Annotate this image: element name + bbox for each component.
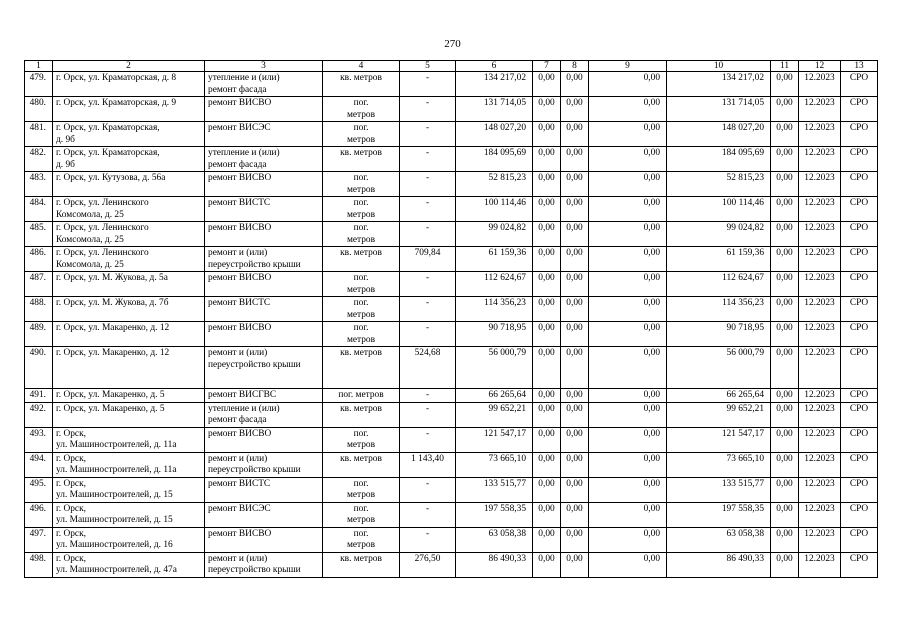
operator-cell: СРО xyxy=(841,147,878,172)
total-cost-cell: 90 718,95 xyxy=(456,322,533,347)
fund-cell: 0,00 xyxy=(561,172,589,197)
fund-cell: 0,00 xyxy=(589,147,667,172)
address-cell: г. Орск, ул. Машиностроителей, д. 47а xyxy=(53,552,205,577)
col-header: 2 xyxy=(53,61,205,72)
total-cost-cell: 73 665,10 xyxy=(456,452,533,477)
deadline-cell: 12.2023 xyxy=(799,427,841,452)
fund-cell: 100 114,46 xyxy=(667,197,771,222)
col-header: 12 xyxy=(799,61,841,72)
fund-cell: 73 665,10 xyxy=(667,452,771,477)
fund-cell: 184 095,69 xyxy=(667,147,771,172)
fund-cell: 0,00 xyxy=(589,527,667,552)
total-cost-cell: 99 024,82 xyxy=(456,222,533,247)
address-cell: г. Орск, ул. Ленинского Комсомола, д. 25 xyxy=(53,222,205,247)
table-row xyxy=(25,527,878,552)
fund-cell: 114 356,23 xyxy=(667,297,771,322)
work-type-cell: ремонт ВИСТС xyxy=(205,297,323,322)
area-cell: - xyxy=(400,477,456,502)
fund-cell: 0,00 xyxy=(533,552,561,577)
total-cost-cell: 66 265,64 xyxy=(456,389,533,403)
deadline-cell: 12.2023 xyxy=(799,322,841,347)
address-cell: г. Орск, ул. Краматорская, д. 9 xyxy=(53,97,205,122)
unit-cell: пог. метров xyxy=(323,502,400,527)
total-cost-cell: 52 815,23 xyxy=(456,172,533,197)
fund-cell: 0,00 xyxy=(771,147,799,172)
work-type-cell: ремонт ВИСВО xyxy=(205,427,323,452)
fund-cell: 0,00 xyxy=(561,222,589,247)
col-header: 10 xyxy=(667,61,771,72)
area-cell: - xyxy=(400,527,456,552)
area-cell: - xyxy=(400,197,456,222)
unit-cell: кв. метров xyxy=(323,552,400,577)
total-cost-cell: 99 652,21 xyxy=(456,402,533,427)
row-number: 488. xyxy=(25,297,53,322)
total-cost-cell: 112 624,67 xyxy=(456,272,533,297)
fund-cell: 52 815,23 xyxy=(667,172,771,197)
address-cell: г. Орск, ул. Краматорская, д. 9б xyxy=(53,122,205,147)
work-type-cell: ремонт ВИСТС xyxy=(205,477,323,502)
table-row xyxy=(25,477,878,502)
fund-cell: 121 547,17 xyxy=(667,427,771,452)
col-header: 1 xyxy=(25,61,53,72)
fund-cell: 0,00 xyxy=(589,197,667,222)
area-cell: - xyxy=(400,322,456,347)
fund-cell: 133 515,77 xyxy=(667,477,771,502)
fund-cell: 134 217,02 xyxy=(667,72,771,97)
deadline-cell: 12.2023 xyxy=(799,272,841,297)
area-cell: - xyxy=(400,122,456,147)
table-row xyxy=(25,122,878,147)
fund-cell: 0,00 xyxy=(589,247,667,272)
col-header: 7 xyxy=(533,61,561,72)
row-number: 494. xyxy=(25,452,53,477)
area-cell: - xyxy=(400,72,456,97)
work-type-cell: утепление и (или) ремонт фасада xyxy=(205,147,323,172)
fund-cell: 0,00 xyxy=(771,72,799,97)
fund-cell: 0,00 xyxy=(589,322,667,347)
fund-cell: 61 159,36 xyxy=(667,247,771,272)
fund-cell: 56 000,79 xyxy=(667,347,771,389)
fund-cell: 0,00 xyxy=(561,247,589,272)
fund-cell: 0,00 xyxy=(533,97,561,122)
operator-cell: СРО xyxy=(841,122,878,147)
unit-cell: пог. метров xyxy=(323,322,400,347)
deadline-cell: 12.2023 xyxy=(799,247,841,272)
fund-cell: 0,00 xyxy=(589,502,667,527)
unit-cell: пог. метров xyxy=(323,122,400,147)
area-cell: - xyxy=(400,222,456,247)
row-number: 487. xyxy=(25,272,53,297)
table-row xyxy=(25,552,878,577)
deadline-cell: 12.2023 xyxy=(799,347,841,389)
work-type-cell: ремонт и (или) переустройство крыши xyxy=(205,452,323,477)
operator-cell: СРО xyxy=(841,322,878,347)
fund-cell: 0,00 xyxy=(561,427,589,452)
fund-cell: 0,00 xyxy=(561,122,589,147)
fund-cell: 0,00 xyxy=(771,197,799,222)
deadline-cell: 12.2023 xyxy=(799,147,841,172)
deadline-cell: 12.2023 xyxy=(799,97,841,122)
fund-cell: 0,00 xyxy=(533,222,561,247)
row-number: 495. xyxy=(25,477,53,502)
fund-cell: 0,00 xyxy=(533,502,561,527)
unit-cell: кв. метров xyxy=(323,452,400,477)
operator-cell: СРО xyxy=(841,272,878,297)
fund-cell: 0,00 xyxy=(561,347,589,389)
row-number: 498. xyxy=(25,552,53,577)
address-cell: г. Орск, ул. Машиностроителей, д. 16 xyxy=(53,527,205,552)
area-cell: - xyxy=(400,272,456,297)
fund-cell: 90 718,95 xyxy=(667,322,771,347)
row-number: 480. xyxy=(25,97,53,122)
row-number: 496. xyxy=(25,502,53,527)
work-type-cell: ремонт и (или) переустройство крыши xyxy=(205,347,323,389)
work-type-cell: ремонт ВИСГВС xyxy=(205,389,323,403)
table-row xyxy=(25,97,878,122)
deadline-cell: 12.2023 xyxy=(799,389,841,403)
col-header: 11 xyxy=(771,61,799,72)
address-cell: г. Орск, ул. Макаренко, д. 12 xyxy=(53,322,205,347)
table-row xyxy=(25,197,878,222)
table-row xyxy=(25,272,878,297)
unit-cell: кв. метров xyxy=(323,247,400,272)
fund-cell: 197 558,35 xyxy=(667,502,771,527)
work-type-cell: утепление и (или) ремонт фасада xyxy=(205,402,323,427)
total-cost-cell: 133 515,77 xyxy=(456,477,533,502)
fund-cell: 0,00 xyxy=(533,72,561,97)
fund-cell: 0,00 xyxy=(771,122,799,147)
work-type-cell: ремонт ВИСВО xyxy=(205,527,323,552)
fund-cell: 0,00 xyxy=(589,272,667,297)
row-number: 493. xyxy=(25,427,53,452)
operator-cell: СРО xyxy=(841,452,878,477)
col-header: 13 xyxy=(841,61,878,72)
table-row xyxy=(25,347,878,389)
unit-cell: пог. метров xyxy=(323,172,400,197)
operator-cell: СРО xyxy=(841,197,878,222)
col-header: 4 xyxy=(323,61,400,72)
work-type-cell: ремонт ВИСЭС xyxy=(205,502,323,527)
work-type-cell: ремонт ВИСВО xyxy=(205,97,323,122)
row-number: 486. xyxy=(25,247,53,272)
fund-cell: 0,00 xyxy=(771,272,799,297)
operator-cell: СРО xyxy=(841,72,878,97)
fund-cell: 0,00 xyxy=(771,552,799,577)
fund-cell: 0,00 xyxy=(589,552,667,577)
fund-cell: 0,00 xyxy=(533,197,561,222)
fund-cell: 0,00 xyxy=(771,172,799,197)
table-row xyxy=(25,297,878,322)
fund-cell: 0,00 xyxy=(771,247,799,272)
row-number: 481. xyxy=(25,122,53,147)
fund-cell: 0,00 xyxy=(533,527,561,552)
fund-cell: 0,00 xyxy=(561,197,589,222)
fund-cell: 0,00 xyxy=(561,502,589,527)
table-row xyxy=(25,502,878,527)
fund-cell: 0,00 xyxy=(771,297,799,322)
header-row xyxy=(25,61,878,72)
operator-cell: СРО xyxy=(841,552,878,577)
fund-cell: 0,00 xyxy=(561,527,589,552)
fund-cell: 0,00 xyxy=(589,427,667,452)
area-cell: - xyxy=(400,297,456,322)
unit-cell: пог. метров xyxy=(323,222,400,247)
deadline-cell: 12.2023 xyxy=(799,402,841,427)
fund-cell: 0,00 xyxy=(771,222,799,247)
fund-cell: 0,00 xyxy=(533,347,561,389)
deadline-cell: 12.2023 xyxy=(799,172,841,197)
row-number: 484. xyxy=(25,197,53,222)
fund-cell: 0,00 xyxy=(561,389,589,403)
fund-cell: 0,00 xyxy=(561,452,589,477)
total-cost-cell: 134 217,02 xyxy=(456,72,533,97)
unit-cell: пог. метров xyxy=(323,97,400,122)
area-cell: - xyxy=(400,389,456,403)
table-row xyxy=(25,172,878,197)
unit-cell: пог. метров xyxy=(323,272,400,297)
col-header: 5 xyxy=(400,61,456,72)
unit-cell: кв. метров xyxy=(323,347,400,389)
fund-cell: 0,00 xyxy=(533,427,561,452)
deadline-cell: 12.2023 xyxy=(799,552,841,577)
total-cost-cell: 63 058,38 xyxy=(456,527,533,552)
address-cell: г. Орск, ул. Краматорская, д. 8 xyxy=(53,72,205,97)
unit-cell: пог. метров xyxy=(323,427,400,452)
table-row xyxy=(25,322,878,347)
fund-cell: 0,00 xyxy=(533,247,561,272)
fund-cell: 0,00 xyxy=(561,147,589,172)
table-row xyxy=(25,452,878,477)
operator-cell: СРО xyxy=(841,172,878,197)
table-row xyxy=(25,72,878,97)
fund-cell: 0,00 xyxy=(771,527,799,552)
fund-cell: 0,00 xyxy=(533,122,561,147)
fund-cell: 0,00 xyxy=(533,322,561,347)
operator-cell: СРО xyxy=(841,97,878,122)
unit-cell: кв. метров xyxy=(323,147,400,172)
deadline-cell: 12.2023 xyxy=(799,527,841,552)
operator-cell: СРО xyxy=(841,402,878,427)
area-cell: - xyxy=(400,147,456,172)
operator-cell: СРО xyxy=(841,427,878,452)
total-cost-cell: 114 356,23 xyxy=(456,297,533,322)
total-cost-cell: 197 558,35 xyxy=(456,502,533,527)
table-row xyxy=(25,222,878,247)
deadline-cell: 12.2023 xyxy=(799,297,841,322)
operator-cell: СРО xyxy=(841,502,878,527)
fund-cell: 0,00 xyxy=(771,97,799,122)
area-cell: - xyxy=(400,172,456,197)
address-cell: г. Орск, ул. М. Жукова, д. 7б xyxy=(53,297,205,322)
fund-cell: 99 652,21 xyxy=(667,402,771,427)
address-cell: г. Орск, ул. Машиностроителей, д. 11а xyxy=(53,452,205,477)
col-header: 9 xyxy=(589,61,667,72)
fund-cell: 0,00 xyxy=(771,502,799,527)
deadline-cell: 12.2023 xyxy=(799,502,841,527)
row-number: 483. xyxy=(25,172,53,197)
deadline-cell: 12.2023 xyxy=(799,197,841,222)
fund-cell: 0,00 xyxy=(533,477,561,502)
total-cost-cell: 61 159,36 xyxy=(456,247,533,272)
address-cell: г. Орск, ул. Ленинского Комсомола, д. 25 xyxy=(53,247,205,272)
total-cost-cell: 100 114,46 xyxy=(456,197,533,222)
deadline-cell: 12.2023 xyxy=(799,452,841,477)
address-cell: г. Орск, ул. Машиностроителей, д. 15 xyxy=(53,477,205,502)
fund-cell: 0,00 xyxy=(589,122,667,147)
address-cell: г. Орск, ул. Машиностроителей, д. 11а xyxy=(53,427,205,452)
area-cell: - xyxy=(400,502,456,527)
table-row xyxy=(25,427,878,452)
fund-cell: 0,00 xyxy=(589,477,667,502)
fund-cell: 0,00 xyxy=(589,389,667,403)
row-number: 479. xyxy=(25,72,53,97)
fund-cell: 0,00 xyxy=(589,452,667,477)
fund-cell: 0,00 xyxy=(561,297,589,322)
fund-cell: 0,00 xyxy=(589,97,667,122)
row-number: 497. xyxy=(25,527,53,552)
operator-cell: СРО xyxy=(841,297,878,322)
row-number: 490. xyxy=(25,347,53,389)
row-number: 491. xyxy=(25,389,53,403)
area-cell: 524,68 xyxy=(400,347,456,389)
fund-cell: 0,00 xyxy=(589,222,667,247)
work-type-cell: ремонт ВИСВО xyxy=(205,272,323,297)
fund-cell: 0,00 xyxy=(533,172,561,197)
total-cost-cell: 121 547,17 xyxy=(456,427,533,452)
fund-cell: 0,00 xyxy=(533,389,561,403)
address-cell: г. Орск, ул. Ленинского Комсомола, д. 25 xyxy=(53,197,205,222)
fund-cell: 0,00 xyxy=(771,402,799,427)
total-cost-cell: 131 714,05 xyxy=(456,97,533,122)
area-cell: 1 143,40 xyxy=(400,452,456,477)
work-type-cell: ремонт и (или) переустройство крыши xyxy=(205,552,323,577)
table-row xyxy=(25,402,878,427)
table-row xyxy=(25,147,878,172)
area-cell: - xyxy=(400,97,456,122)
deadline-cell: 12.2023 xyxy=(799,72,841,97)
operator-cell: СРО xyxy=(841,347,878,389)
fund-cell: 148 027,20 xyxy=(667,122,771,147)
work-type-cell: ремонт ВИСВО xyxy=(205,172,323,197)
work-type-cell: утепление и (или) ремонт фасада xyxy=(205,72,323,97)
total-cost-cell: 184 095,69 xyxy=(456,147,533,172)
fund-cell: 0,00 xyxy=(589,172,667,197)
unit-cell: пог. метров xyxy=(323,477,400,502)
unit-cell: кв. метров xyxy=(323,402,400,427)
row-number: 485. xyxy=(25,222,53,247)
deadline-cell: 12.2023 xyxy=(799,222,841,247)
address-cell: г. Орск, ул. Макаренко, д. 12 xyxy=(53,347,205,389)
table-body xyxy=(25,72,878,578)
unit-cell: кв. метров xyxy=(323,72,400,97)
operator-cell: СРО xyxy=(841,477,878,502)
page-number: 270 xyxy=(444,38,461,50)
fund-cell: 66 265,64 xyxy=(667,389,771,403)
fund-cell: 0,00 xyxy=(561,97,589,122)
fund-cell: 0,00 xyxy=(589,72,667,97)
fund-cell: 99 024,82 xyxy=(667,222,771,247)
total-cost-cell: 56 000,79 xyxy=(456,347,533,389)
operator-cell: СРО xyxy=(841,247,878,272)
row-number: 489. xyxy=(25,322,53,347)
work-type-cell: ремонт ВИСЭС xyxy=(205,122,323,147)
work-type-cell: ремонт ВИСВО xyxy=(205,222,323,247)
unit-cell: пог. метров xyxy=(323,527,400,552)
fund-cell: 0,00 xyxy=(771,477,799,502)
area-cell: - xyxy=(400,427,456,452)
address-cell: г. Орск, ул. Макаренко, д. 5 xyxy=(53,389,205,403)
fund-cell: 0,00 xyxy=(771,347,799,389)
work-type-cell: ремонт и (или) переустройство крыши xyxy=(205,247,323,272)
capital-repair-table xyxy=(24,60,878,578)
operator-cell: СРО xyxy=(841,222,878,247)
deadline-cell: 12.2023 xyxy=(799,477,841,502)
fund-cell: 0,00 xyxy=(589,347,667,389)
area-cell: 276,50 xyxy=(400,552,456,577)
address-cell: г. Орск, ул. Краматорская, д. 9б xyxy=(53,147,205,172)
address-cell: г. Орск, ул. Кутузова, д. 56а xyxy=(53,172,205,197)
area-cell: 709,84 xyxy=(400,247,456,272)
row-number: 482. xyxy=(25,147,53,172)
deadline-cell: 12.2023 xyxy=(799,122,841,147)
fund-cell: 131 714,05 xyxy=(667,97,771,122)
fund-cell: 0,00 xyxy=(561,72,589,97)
fund-cell: 0,00 xyxy=(771,322,799,347)
operator-cell: СРО xyxy=(841,527,878,552)
fund-cell: 0,00 xyxy=(589,402,667,427)
fund-cell: 0,00 xyxy=(533,297,561,322)
work-type-cell: ремонт ВИСТС xyxy=(205,197,323,222)
address-cell: г. Орск, ул. Макаренко, д. 5 xyxy=(53,402,205,427)
row-number: 492. xyxy=(25,402,53,427)
unit-cell: пог. метров xyxy=(323,389,400,403)
table-row xyxy=(25,389,878,403)
fund-cell: 0,00 xyxy=(561,322,589,347)
fund-cell: 0,00 xyxy=(771,452,799,477)
total-cost-cell: 148 027,20 xyxy=(456,122,533,147)
table-row xyxy=(25,247,878,272)
address-cell: г. Орск, ул. М. Жукова, д. 5а xyxy=(53,272,205,297)
fund-cell: 0,00 xyxy=(771,427,799,452)
fund-cell: 86 490,33 xyxy=(667,552,771,577)
fund-cell: 63 058,38 xyxy=(667,527,771,552)
area-cell: - xyxy=(400,402,456,427)
unit-cell: пог. метров xyxy=(323,197,400,222)
fund-cell: 0,00 xyxy=(533,147,561,172)
fund-cell: 0,00 xyxy=(533,452,561,477)
fund-cell: 0,00 xyxy=(561,272,589,297)
fund-cell: 0,00 xyxy=(561,552,589,577)
fund-cell: 112 624,67 xyxy=(667,272,771,297)
fund-cell: 0,00 xyxy=(533,402,561,427)
address-cell: г. Орск, ул. Машиностроителей, д. 15 xyxy=(53,502,205,527)
work-type-cell: ремонт ВИСВО xyxy=(205,322,323,347)
total-cost-cell: 86 490,33 xyxy=(456,552,533,577)
col-header: 3 xyxy=(205,61,323,72)
fund-cell: 0,00 xyxy=(561,477,589,502)
fund-cell: 0,00 xyxy=(561,402,589,427)
unit-cell: пог. метров xyxy=(323,297,400,322)
fund-cell: 0,00 xyxy=(533,272,561,297)
fund-cell: 0,00 xyxy=(589,297,667,322)
col-header: 8 xyxy=(561,61,589,72)
fund-cell: 0,00 xyxy=(771,389,799,403)
operator-cell: СРО xyxy=(841,389,878,403)
col-header: 6 xyxy=(456,61,533,72)
